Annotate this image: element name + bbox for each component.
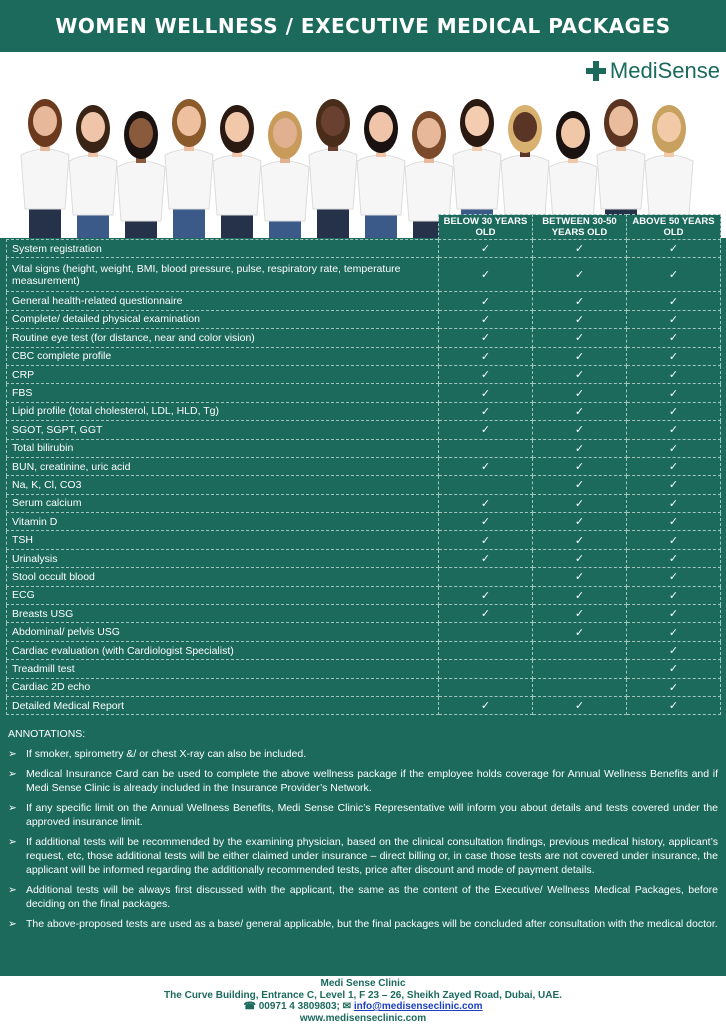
test-label: Lipid profile (total cholesterol, LDL, HLD, Tg) xyxy=(7,402,439,420)
check-icon: ✓ xyxy=(574,405,585,418)
check-icon: ✓ xyxy=(480,405,491,418)
check-cell xyxy=(439,329,533,347)
package-table-wrap xyxy=(6,214,720,715)
check-icon: ✓ xyxy=(574,497,585,510)
test-label: General health-related questionnaire xyxy=(7,292,439,310)
table-row xyxy=(7,678,721,696)
phone-icon: ☎ xyxy=(243,1001,256,1012)
annotation-text: Additional tests will be always first discussed with the applicant, the same as the content of the Executive/ Wellness Medical Packages, before deciding on the final packages. xyxy=(26,884,718,910)
brand-logo xyxy=(586,58,720,84)
check-cell xyxy=(439,660,533,678)
check-icon: ✓ xyxy=(480,332,491,345)
check-icon: ✓ xyxy=(574,442,585,455)
check-icon: ✓ xyxy=(480,268,491,281)
check-icon: ✓ xyxy=(574,350,585,363)
test-label: Complete/ detailed physical examination xyxy=(7,310,439,328)
check-icon: ✓ xyxy=(480,700,491,713)
check-cell xyxy=(533,329,627,347)
table-row xyxy=(7,365,721,383)
check-icon: ✓ xyxy=(574,295,585,308)
annotation-item xyxy=(8,767,718,795)
check-icon: ✓ xyxy=(574,571,585,584)
check-cell xyxy=(627,660,721,678)
check-icon: ✓ xyxy=(574,479,585,492)
table-row xyxy=(7,586,721,604)
check-icon: ✓ xyxy=(668,479,679,492)
table-row xyxy=(7,696,721,714)
table-row xyxy=(7,549,721,567)
check-icon: ✓ xyxy=(574,516,585,529)
check-icon: ✓ xyxy=(574,332,585,345)
check-cell xyxy=(533,384,627,402)
footer-address: The Curve Building, Entrance C, Level 1, F 23 – 26, Sheikh Zayed Road, Dubai, UAE. xyxy=(164,989,562,1001)
column-header-above-50: ABOVE 50 YEARS OLD xyxy=(627,215,721,240)
footer-email-link[interactable]: info@medisenseclinic.com xyxy=(353,1001,483,1012)
column-header-30-50: BETWEEN 30-50 YEARS OLD xyxy=(533,215,627,240)
table-row xyxy=(7,513,721,531)
arrow-bullet-icon: ➢ xyxy=(8,836,17,848)
test-label: Breasts USG xyxy=(7,605,439,623)
check-icon: ✓ xyxy=(574,313,585,326)
check-icon: ✓ xyxy=(668,589,679,602)
annotation-item xyxy=(8,835,718,877)
check-icon: ✓ xyxy=(574,589,585,602)
annotation-item xyxy=(8,917,718,931)
arrow-bullet-icon: ➢ xyxy=(8,748,17,760)
check-icon: ✓ xyxy=(574,387,585,400)
check-cell xyxy=(533,531,627,549)
test-label: Abdominal/ pelvis USG xyxy=(7,623,439,641)
check-icon: ✓ xyxy=(668,461,679,474)
check-icon: ✓ xyxy=(668,497,679,510)
header-blank-cell xyxy=(7,215,439,240)
arrow-bullet-icon: ➢ xyxy=(8,802,17,814)
test-label: Serum calcium xyxy=(7,494,439,512)
table-row xyxy=(7,240,721,258)
check-cell xyxy=(439,365,533,383)
check-icon: ✓ xyxy=(668,332,679,345)
check-icon: ✓ xyxy=(574,700,585,713)
check-icon: ✓ xyxy=(668,626,679,639)
check-cell xyxy=(627,513,721,531)
check-cell xyxy=(439,240,533,258)
check-cell xyxy=(439,421,533,439)
table-row xyxy=(7,457,721,475)
check-cell xyxy=(439,549,533,567)
check-icon: ✓ xyxy=(668,700,679,713)
check-cell xyxy=(533,605,627,623)
check-cell xyxy=(439,531,533,549)
annotation-text: The above-proposed tests are used as a base/ general applicable, but the final packages will be concluded after consultation with the medical doctor. xyxy=(26,918,718,930)
check-icon: ✓ xyxy=(574,243,585,256)
test-label: Routine eye test (for distance, near and color vision) xyxy=(7,329,439,347)
check-cell xyxy=(533,258,627,292)
check-icon: ✓ xyxy=(668,295,679,308)
package-table xyxy=(6,214,721,715)
check-cell xyxy=(533,641,627,659)
check-cell xyxy=(627,476,721,494)
annotation-text: Medical Insurance Card can be used to complete the above wellness package if the employee holds coverage for Annual Wellness Benefits and if Medi Sense Clinic is already included in the Insurance Provider’s Network. xyxy=(26,768,718,794)
table-row xyxy=(7,258,721,292)
table-row xyxy=(7,568,721,586)
medical-cross-icon xyxy=(586,61,606,81)
check-cell xyxy=(439,476,533,494)
check-cell xyxy=(533,439,627,457)
check-cell xyxy=(439,641,533,659)
check-icon: ✓ xyxy=(668,442,679,455)
table-row xyxy=(7,347,721,365)
annotation-text: If any specific limit on the Annual Wellness Benefits, Medi Sense Clinic’s Representative will inform you about details and tests covered under the approved insurance limit. xyxy=(26,802,718,828)
check-cell xyxy=(439,439,533,457)
table-row xyxy=(7,476,721,494)
check-cell xyxy=(627,549,721,567)
annotation-text: If smoker, spirometry &/ or chest X-ray can also be included. xyxy=(26,748,307,760)
check-cell xyxy=(627,384,721,402)
check-icon: ✓ xyxy=(668,663,679,676)
check-icon: ✓ xyxy=(668,350,679,363)
check-icon: ✓ xyxy=(668,369,679,382)
check-cell xyxy=(533,421,627,439)
mail-icon: ✉ xyxy=(342,1001,352,1012)
test-label: Urinalysis xyxy=(7,549,439,567)
test-label: BUN, creatinine, uric acid xyxy=(7,457,439,475)
check-cell xyxy=(627,623,721,641)
check-icon: ✓ xyxy=(668,571,679,584)
check-icon: ✓ xyxy=(668,424,679,437)
check-cell xyxy=(533,457,627,475)
footer-clinic-name: Medi Sense Clinic xyxy=(320,978,406,989)
check-cell xyxy=(627,439,721,457)
check-cell xyxy=(533,240,627,258)
annotation-item xyxy=(8,801,718,829)
check-cell xyxy=(533,347,627,365)
check-cell xyxy=(439,457,533,475)
check-icon: ✓ xyxy=(480,350,491,363)
test-label: Cardiac evaluation (with Cardiologist Specialist) xyxy=(7,641,439,659)
check-cell xyxy=(439,310,533,328)
test-label: Stool occult blood xyxy=(7,568,439,586)
check-cell xyxy=(439,347,533,365)
check-cell xyxy=(627,605,721,623)
check-icon: ✓ xyxy=(480,516,491,529)
check-cell xyxy=(439,696,533,714)
annotation-item xyxy=(8,883,718,911)
check-cell xyxy=(439,568,533,586)
check-icon: ✓ xyxy=(480,534,491,547)
test-label: SGOT, SGPT, GGT xyxy=(7,421,439,439)
check-icon: ✓ xyxy=(574,608,585,621)
page-title: WOMEN WELLNESS / EXECUTIVE MEDICAL PACKAGES xyxy=(55,14,671,38)
check-cell xyxy=(627,696,721,714)
check-cell xyxy=(627,586,721,604)
check-icon: ✓ xyxy=(480,424,491,437)
test-label: Vitamin D xyxy=(7,513,439,531)
check-cell xyxy=(439,623,533,641)
check-cell xyxy=(627,421,721,439)
check-cell xyxy=(439,605,533,623)
check-icon: ✓ xyxy=(480,497,491,510)
table-row xyxy=(7,660,721,678)
table-row xyxy=(7,531,721,549)
check-icon: ✓ xyxy=(668,405,679,418)
check-cell xyxy=(627,531,721,549)
check-icon: ✓ xyxy=(480,369,491,382)
check-icon: ✓ xyxy=(574,268,585,281)
column-header-below-30: BELOW 30 YEARS OLD xyxy=(439,215,533,240)
check-cell xyxy=(533,365,627,383)
check-cell xyxy=(533,513,627,531)
check-cell xyxy=(439,292,533,310)
check-cell xyxy=(627,457,721,475)
table-row xyxy=(7,623,721,641)
check-cell xyxy=(439,402,533,420)
check-cell xyxy=(627,568,721,586)
check-cell xyxy=(533,549,627,567)
check-icon: ✓ xyxy=(480,461,491,474)
check-icon: ✓ xyxy=(668,313,679,326)
table-row xyxy=(7,292,721,310)
check-cell xyxy=(533,310,627,328)
test-label: ECG xyxy=(7,586,439,604)
footer-contact xyxy=(0,1001,726,1013)
check-icon: ✓ xyxy=(668,243,679,256)
check-cell xyxy=(439,494,533,512)
check-cell xyxy=(627,292,721,310)
table-row xyxy=(7,494,721,512)
check-cell xyxy=(439,678,533,696)
table-row xyxy=(7,641,721,659)
table-row xyxy=(7,605,721,623)
check-cell xyxy=(627,678,721,696)
check-icon: ✓ xyxy=(668,387,679,400)
test-label: CRP xyxy=(7,365,439,383)
table-row xyxy=(7,402,721,420)
test-label: FBS xyxy=(7,384,439,402)
check-icon: ✓ xyxy=(668,645,679,657)
test-label: Detailed Medical Report xyxy=(7,696,439,714)
check-icon: ✓ xyxy=(480,387,491,400)
check-icon: ✓ xyxy=(668,516,679,529)
check-cell xyxy=(533,696,627,714)
brand-name: MediSense xyxy=(609,58,720,83)
check-icon: ✓ xyxy=(668,534,679,547)
hero-photo xyxy=(0,52,726,238)
table-header-row xyxy=(7,215,721,240)
check-icon: ✓ xyxy=(668,608,679,621)
check-icon: ✓ xyxy=(668,553,679,566)
check-cell xyxy=(627,329,721,347)
check-cell xyxy=(533,476,627,494)
check-cell xyxy=(533,660,627,678)
check-icon: ✓ xyxy=(480,589,491,602)
check-icon: ✓ xyxy=(574,626,585,639)
check-cell xyxy=(627,641,721,659)
check-cell xyxy=(533,623,627,641)
title-bar xyxy=(0,0,726,52)
check-icon: ✓ xyxy=(480,243,491,256)
test-label: TSH xyxy=(7,531,439,549)
footer-website[interactable]: www.medisenseclinic.com xyxy=(299,1012,427,1024)
check-cell xyxy=(533,292,627,310)
check-cell xyxy=(627,494,721,512)
check-cell xyxy=(627,402,721,420)
test-label: Vital signs (height, weight, BMI, blood pressure, pulse, respiratory rate, temperature measurement) xyxy=(7,258,439,292)
check-icon: ✓ xyxy=(480,553,491,566)
check-cell xyxy=(627,365,721,383)
check-cell xyxy=(533,678,627,696)
check-cell xyxy=(533,568,627,586)
test-label: Na, K, Cl, CO3 xyxy=(7,476,439,494)
check-icon: ✓ xyxy=(574,534,585,547)
annotations xyxy=(8,727,718,937)
test-label: Cardiac 2D echo xyxy=(7,678,439,696)
test-label: CBC complete profile xyxy=(7,347,439,365)
check-cell xyxy=(439,513,533,531)
test-label: Treadmill test xyxy=(7,660,439,678)
table-row xyxy=(7,310,721,328)
arrow-bullet-icon: ➢ xyxy=(8,918,17,930)
check-cell xyxy=(439,384,533,402)
check-icon: ✓ xyxy=(668,268,679,281)
test-label: Total bilirubin xyxy=(7,439,439,457)
table-row xyxy=(7,329,721,347)
check-cell xyxy=(627,240,721,258)
annotation-item xyxy=(8,747,718,761)
check-cell xyxy=(439,258,533,292)
check-cell xyxy=(533,402,627,420)
table-row xyxy=(7,439,721,457)
check-icon: ✓ xyxy=(480,608,491,621)
check-cell xyxy=(533,494,627,512)
check-cell xyxy=(533,586,627,604)
check-cell xyxy=(439,586,533,604)
check-icon: ✓ xyxy=(574,424,585,437)
check-icon: ✓ xyxy=(574,369,585,382)
annotation-text: If additional tests will be recommended by the examining physician, based on the clinical consultation findings, previous medical history, applicant’s request, etc, those additional tests will be either claimed under insurance – direct billing or, in case those tests are not covered under insurance, the applicant will be informed regarding the additionally recommended tests, price after discount and mode of payment details. xyxy=(26,836,718,876)
annotations-heading: ANNOTATIONS: xyxy=(8,728,86,740)
arrow-bullet-icon: ➢ xyxy=(8,768,17,780)
check-cell xyxy=(627,258,721,292)
arrow-bullet-icon: ➢ xyxy=(8,884,17,896)
check-icon: ✓ xyxy=(668,681,679,694)
table-row xyxy=(7,421,721,439)
check-icon: ✓ xyxy=(480,295,491,308)
check-icon: ✓ xyxy=(480,313,491,326)
footer-phone[interactable]: 00971 4 3809803; xyxy=(258,1001,340,1012)
check-cell xyxy=(627,310,721,328)
check-icon: ✓ xyxy=(574,461,585,474)
table-row xyxy=(7,384,721,402)
check-cell xyxy=(627,347,721,365)
test-label: System registration xyxy=(7,240,439,258)
check-icon: ✓ xyxy=(574,553,585,566)
footer xyxy=(0,976,726,1026)
